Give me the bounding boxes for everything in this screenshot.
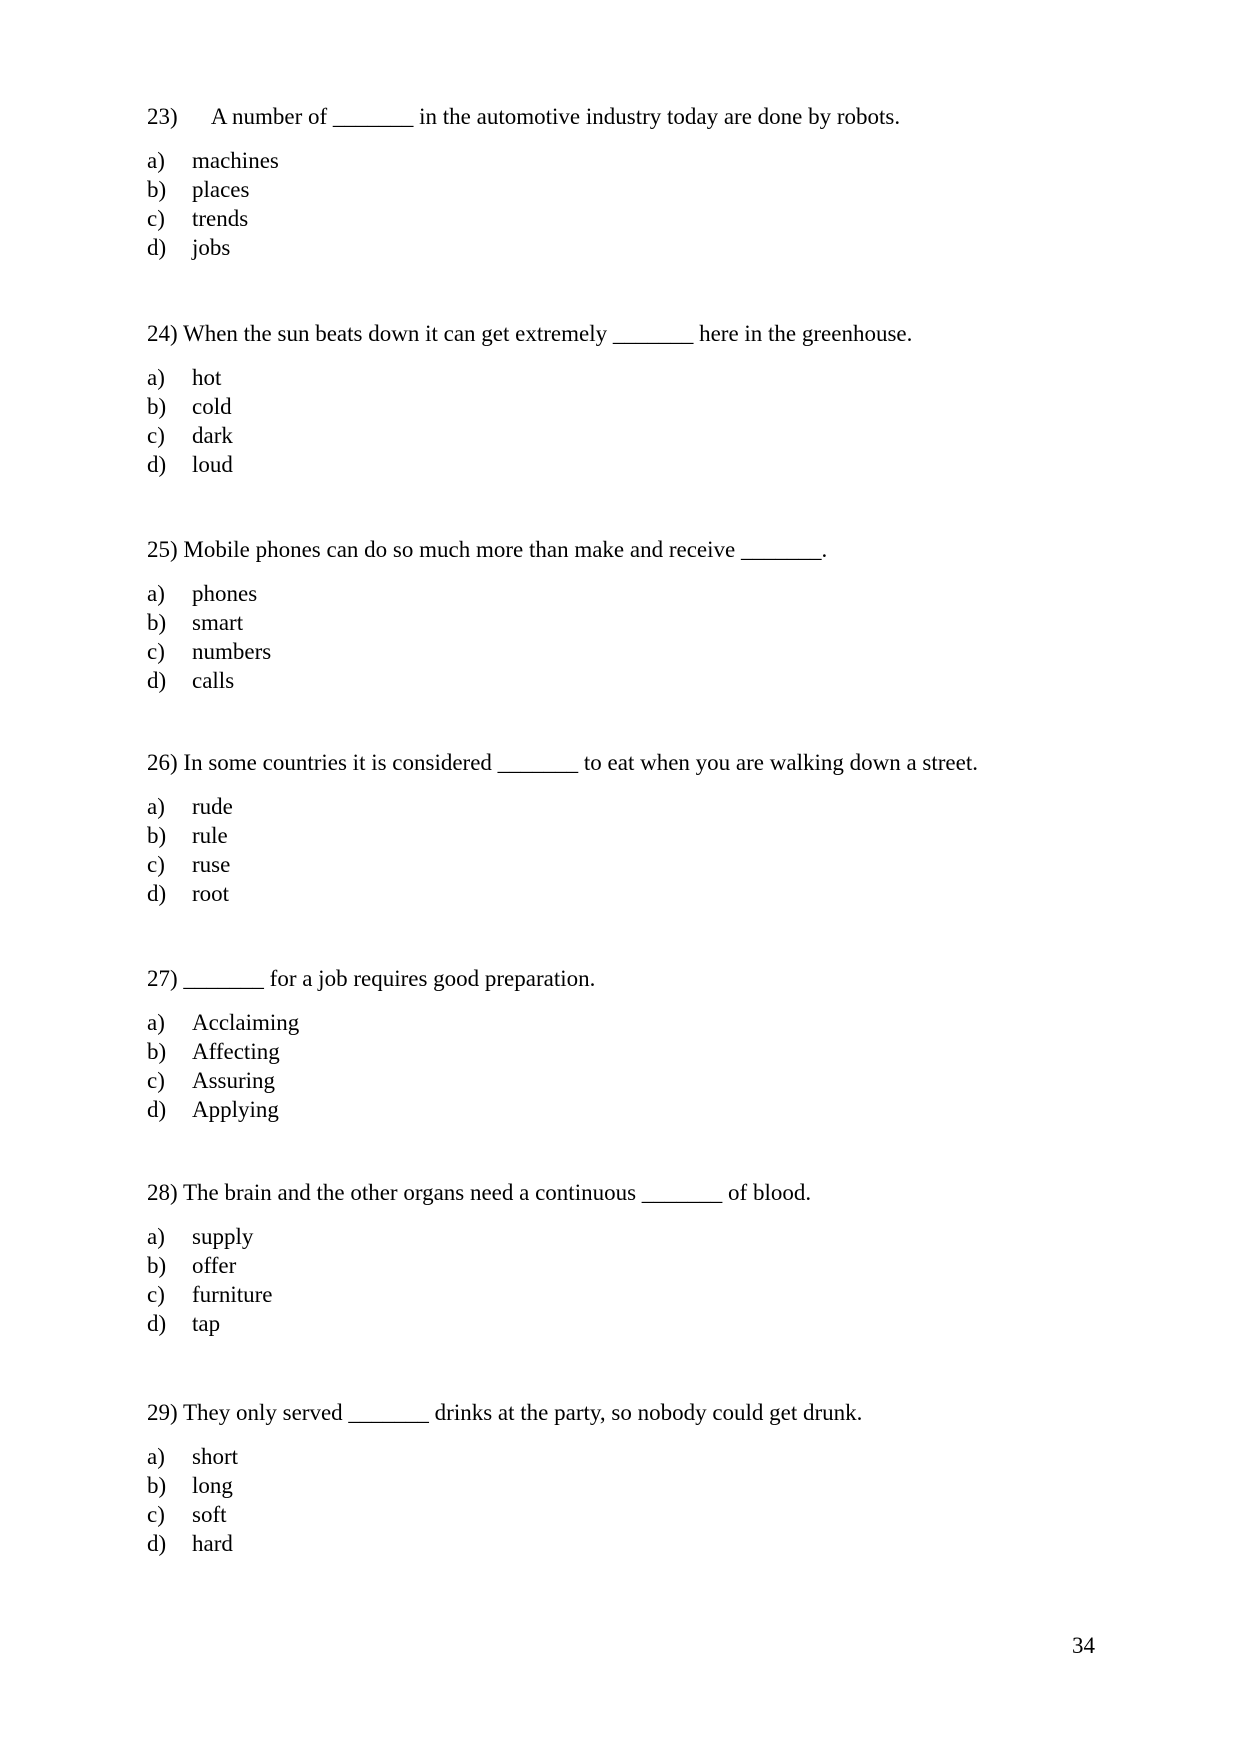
option-d xyxy=(147,450,1107,479)
option-c xyxy=(147,204,1107,233)
option-text: dark xyxy=(192,423,233,448)
option-a xyxy=(147,146,1107,175)
question-text: 25) Mobile phones can do so much more than make and receive _______. xyxy=(147,537,828,562)
option-letter: c) xyxy=(147,1068,165,1093)
option-text: machines xyxy=(192,148,279,173)
option-c xyxy=(147,850,1107,879)
option-list xyxy=(147,146,1107,262)
option-text: jobs xyxy=(192,235,231,260)
option-text: Applying xyxy=(192,1097,279,1122)
option-a xyxy=(147,579,1107,608)
question-23 xyxy=(147,102,1107,262)
option-letter: c) xyxy=(147,639,165,664)
option-d xyxy=(147,1529,1107,1558)
option-letter: b) xyxy=(147,177,167,202)
option-c xyxy=(147,421,1107,450)
option-letter: a) xyxy=(147,365,165,390)
option-list xyxy=(147,579,1107,695)
option-d xyxy=(147,1095,1107,1124)
option-letter: a) xyxy=(147,794,165,819)
option-letter: d) xyxy=(147,1531,167,1556)
option-c xyxy=(147,1066,1107,1095)
option-text: short xyxy=(192,1444,238,1469)
option-letter: a) xyxy=(147,1444,165,1469)
option-text: Acclaiming xyxy=(192,1010,300,1035)
option-letter: c) xyxy=(147,852,165,877)
option-letter: d) xyxy=(147,668,167,693)
option-c xyxy=(147,637,1107,666)
option-letter: b) xyxy=(147,394,167,419)
option-letter: b) xyxy=(147,823,167,848)
option-list xyxy=(147,1222,1107,1338)
option-letter: c) xyxy=(147,206,165,231)
option-text: furniture xyxy=(192,1282,273,1307)
option-text: offer xyxy=(192,1253,237,1278)
page-number: 34 xyxy=(1072,1633,1095,1658)
option-text: numbers xyxy=(192,639,272,664)
option-letter: b) xyxy=(147,1039,167,1064)
option-letter: c) xyxy=(147,1502,165,1527)
option-text: phones xyxy=(192,581,258,606)
option-c xyxy=(147,1280,1107,1309)
option-b xyxy=(147,821,1107,850)
option-list xyxy=(147,792,1107,908)
option-letter: a) xyxy=(147,1224,165,1249)
option-list xyxy=(147,1442,1107,1558)
option-text: ruse xyxy=(192,852,231,877)
option-text: loud xyxy=(192,452,233,477)
option-letter: d) xyxy=(147,881,167,906)
option-b xyxy=(147,1251,1107,1280)
question-27 xyxy=(147,964,1107,1124)
option-d xyxy=(147,666,1107,695)
option-text: Assuring xyxy=(192,1068,276,1093)
option-list xyxy=(147,1008,1107,1124)
option-letter: b) xyxy=(147,1473,167,1498)
question-text: 24) When the sun beats down it can get extremely _______ here in the greenhouse. xyxy=(147,321,913,346)
option-letter: d) xyxy=(147,1097,167,1122)
question-text: 29) They only served _______ drinks at the party, so nobody could get drunk. xyxy=(147,1400,863,1425)
option-list xyxy=(147,363,1107,479)
option-text: hard xyxy=(192,1531,233,1556)
option-letter: a) xyxy=(147,581,165,606)
option-letter: a) xyxy=(147,1010,165,1035)
option-b xyxy=(147,1037,1107,1066)
question-29 xyxy=(147,1398,1107,1558)
option-b xyxy=(147,1471,1107,1500)
question-28 xyxy=(147,1178,1107,1338)
option-a xyxy=(147,1222,1107,1251)
option-text: root xyxy=(192,881,230,906)
option-text: trends xyxy=(192,206,249,231)
option-b xyxy=(147,392,1107,421)
question-24 xyxy=(147,319,1107,479)
option-a xyxy=(147,792,1107,821)
option-text: smart xyxy=(192,610,244,635)
option-text: rude xyxy=(192,794,233,819)
option-letter: b) xyxy=(147,610,167,635)
option-d xyxy=(147,879,1107,908)
option-b xyxy=(147,175,1107,204)
option-text: tap xyxy=(192,1311,221,1336)
option-text: calls xyxy=(192,668,235,693)
option-c xyxy=(147,1500,1107,1529)
option-d xyxy=(147,1309,1107,1338)
option-letter: a) xyxy=(147,148,165,173)
option-letter: d) xyxy=(147,452,167,477)
option-a xyxy=(147,1442,1107,1471)
option-text: long xyxy=(192,1473,233,1498)
option-d xyxy=(147,233,1107,262)
option-a xyxy=(147,363,1107,392)
option-letter: c) xyxy=(147,423,165,448)
option-letter: b) xyxy=(147,1253,167,1278)
option-b xyxy=(147,608,1107,637)
option-text: hot xyxy=(192,365,222,390)
question-text: 23) A number of _______ in the automotive industry today are done by robots. xyxy=(147,104,901,129)
option-text: supply xyxy=(192,1224,254,1249)
option-text: soft xyxy=(192,1502,227,1527)
question-text: 27) _______ for a job requires good preparation. xyxy=(147,966,596,991)
option-letter: c) xyxy=(147,1282,165,1307)
option-text: Affecting xyxy=(192,1039,280,1064)
option-text: cold xyxy=(192,394,232,419)
option-letter: d) xyxy=(147,1311,167,1336)
question-26 xyxy=(147,748,1107,908)
option-text: places xyxy=(192,177,250,202)
option-a xyxy=(147,1008,1107,1037)
option-text: rule xyxy=(192,823,228,848)
question-25 xyxy=(147,535,1107,695)
question-text: 28) The brain and the other organs need a continuous _______ of blood. xyxy=(147,1180,812,1205)
option-letter: d) xyxy=(147,235,167,260)
question-text: 26) In some countries it is considered _______ to eat when you are walking down a street. xyxy=(147,750,978,775)
